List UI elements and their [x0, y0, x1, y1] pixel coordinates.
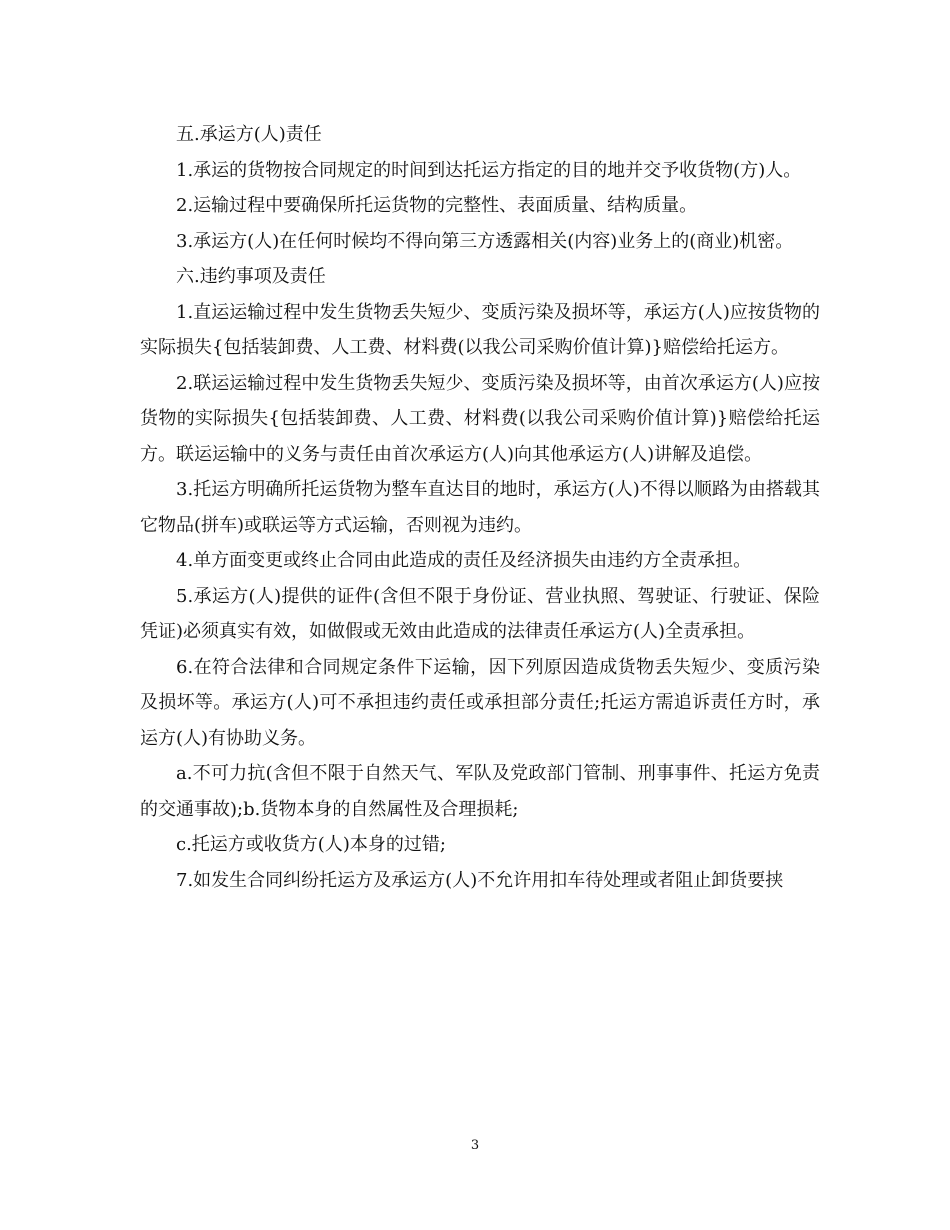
paragraph-carrier-1: 1.承运的货物按合同规定的时间到达托运方指定的目的地并交予收货物(方)人。 — [176, 159, 802, 181]
paragraph-carrier-3: 3.承运方(人)在任何时候均不得向第三方透露相关(内容)业务上的(商业)机密。 — [176, 230, 794, 252]
paragraph-breach-2: 2.联运运输过程中发生货物丢失短少、变质污染及损坏等，由首次承运方(人)应按货物的实际损失{包括装卸费、人工费、材料费(以我公司采购价值计算)}赔偿给托运方。联运运输中的义务与责任由首次承运方(人)向其他承运方(人)讲解及追偿。 — [140, 372, 820, 465]
section-heading-breach-liability: 六.违约事项及责任 — [176, 266, 326, 287]
section-heading-carrier-responsibility: 五.承运方(人)责任 — [176, 124, 322, 145]
paragraph-breach-1: 1.直运运输过程中发生货物丢失短少、变质污染及损坏等，承运方(人)应按货物的实际损失{包括装卸费、人工费、材料费(以我公司采购价值计算)}赔偿给托运方。 — [140, 301, 820, 358]
paragraph-breach-7: 7.如发生合同纠纷托运方及承运方(人)不允许用扣车待处理或者阻止卸货要挟 — [176, 869, 784, 891]
paragraph-breach-4: 4.单方面变更或终止合同由此造成的责任及经济损失由违约方全责承担。 — [176, 550, 752, 571]
paragraph-breach-6-item-c: c.托运方或收货方(人)本身的过错; — [176, 834, 446, 855]
page-number: 3 — [470, 1138, 480, 1153]
paragraph-breach-5: 5.承运方(人)提供的证件(含但不限于身份证、营业执照、驾驶证、行驶证、保险凭证)必须真实有效，如做假或无效由此造成的法律责任承运方(人)全责承担。 — [140, 585, 820, 642]
paragraph-breach-6-item-a-b: a.不可力抗(含但不限于自然天气、军队及党政部门管制、刑事事件、托运方免责的交通事故);b.货物本身的自然属性及合理损耗; — [140, 763, 820, 820]
paragraph-carrier-2: 2.运输过程中要确保所托运货物的完整性、表面质量、结构质量。 — [176, 195, 698, 216]
paragraph-breach-6: 6.在符合法律和合同规定条件下运输，因下列原因造成货物丢失短少、变质污染及损坏等。承运方(人)可不承担违约责任或承担部分责任;托运方需追诉责任方时，承运方(人)有协助义务。 — [140, 656, 820, 749]
document-body — [140, 117, 820, 898]
paragraph-breach-3: 3.托运方明确所托运货物为整车直达目的地时，承运方(人)不得以顺路为由搭载其它物品(拼车)或联运等方式运输，否则视为违约。 — [140, 479, 820, 536]
